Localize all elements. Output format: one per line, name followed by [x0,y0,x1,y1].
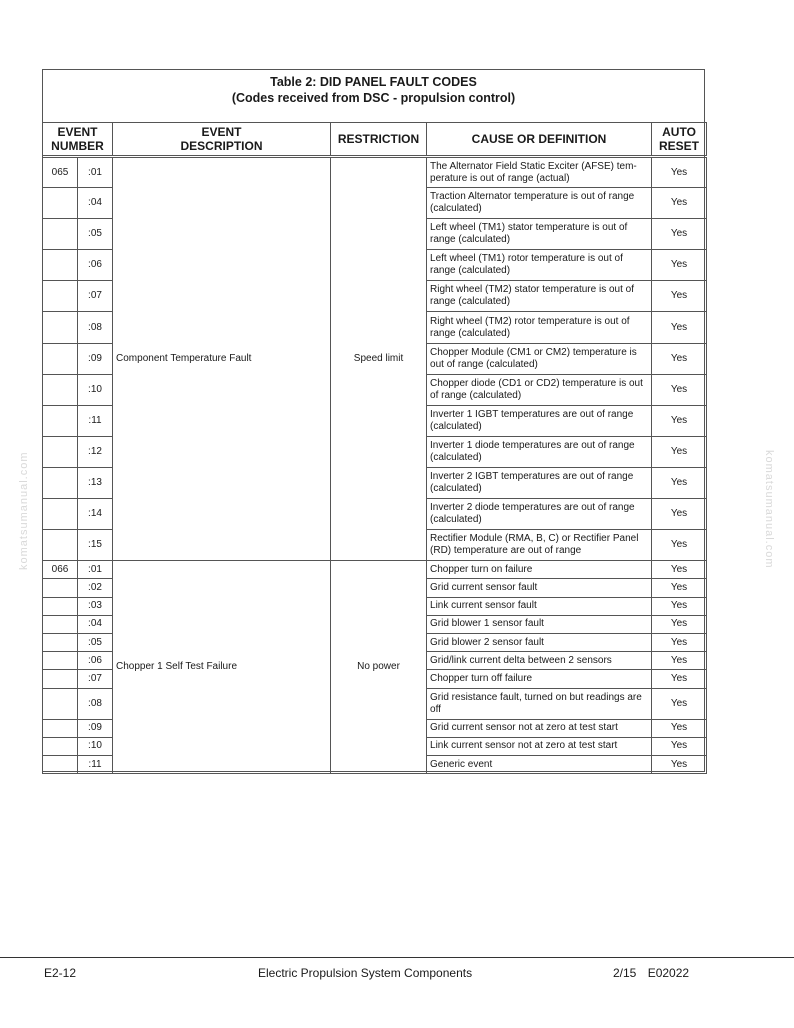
sub-code-cell: :01 [78,561,113,579]
cause-cell: Grid blower 2 sensor fault [427,633,652,651]
header-event-description-line2: DESCRIPTION [180,139,263,153]
event-number-cell-empty [43,219,78,250]
cause-cell: Chopper Module (CM1 or CM2) temperature is out of range (calculated) [427,343,652,374]
cause-cell: Inverter 2 IGBT temperatures are out of range (calculated) [427,467,652,498]
cause-cell: Traction Alternator temperature is out of range (calculated) [427,188,652,219]
sub-code-cell: :10 [78,374,113,405]
header-event-description [113,123,331,157]
event-number-cell-empty [43,374,78,405]
sub-code-cell: :12 [78,436,113,467]
event-number-cell-empty [43,652,78,670]
cause-cell: Rectifier Module (RMA, B, C) or Rectifier Panel (RD) temperature are out of range [427,530,652,561]
sub-code-cell: :03 [78,597,113,615]
cause-cell: Grid resistance fault, turned on but readings are off [427,688,652,719]
auto-reset-cell: Yes [652,530,707,561]
cause-cell: Left wheel (TM1) rotor temperature is out of range (calculated) [427,250,652,281]
table-title: Table 2: DID PANEL FAULT CODES [270,75,477,89]
cause-cell: Link current sensor not at zero at test start [427,737,652,755]
sub-code-cell: :01 [78,157,113,188]
auto-reset-cell: Yes [652,579,707,597]
auto-reset-cell: Yes [652,405,707,436]
event-number-cell-empty [43,615,78,633]
table-row [43,561,707,579]
event-number-cell: 065 [43,157,78,188]
sub-code-cell: :11 [78,405,113,436]
auto-reset-cell: Yes [652,312,707,343]
auto-reset-cell: Yes [652,561,707,579]
event-number-cell-empty [43,467,78,498]
cause-cell: Chopper turn off failure [427,670,652,688]
sub-code-cell: :07 [78,281,113,312]
header-event-number [43,123,113,157]
header-restriction: RESTRICTION [331,123,427,157]
auto-reset-cell: Yes [652,219,707,250]
cause-cell: The Alternator Field Static Exciter (AFSE) tem-perature is out of range (actual) [427,157,652,188]
event-number-cell-empty [43,250,78,281]
event-description-cell: Component Temperature Fault [113,157,331,561]
header-auto-reset-line2: RESET [659,139,700,153]
cause-cell: Chopper turn on failure [427,561,652,579]
sub-code-cell: :14 [78,499,113,530]
auto-reset-cell: Yes [652,737,707,755]
sub-code-cell: :07 [78,670,113,688]
sub-code-cell: :15 [78,530,113,561]
header-cause: CAUSE OR DEFINITION [427,123,652,157]
header-event-description-line1: EVENT [201,125,242,139]
table-row [43,157,707,188]
auto-reset-cell: Yes [652,633,707,651]
sub-code-cell: :08 [78,688,113,719]
auto-reset-cell: Yes [652,688,707,719]
cause-cell: Inverter 2 diode temperatures are out of range (calculated) [427,499,652,530]
event-number-cell-empty [43,719,78,737]
event-number-cell-empty [43,756,78,774]
auto-reset-cell: Yes [652,250,707,281]
footer-rule [0,957,794,958]
auto-reset-cell: Yes [652,597,707,615]
sub-code-cell: :06 [78,250,113,281]
event-number-cell-empty [43,343,78,374]
footer-revision [613,966,689,980]
sub-code-cell: :09 [78,719,113,737]
event-number-cell-empty [43,405,78,436]
event-number-cell-empty [43,188,78,219]
cause-cell: Grid blower 1 sensor fault [427,615,652,633]
footer-date: 2/15 [613,966,637,980]
auto-reset-cell: Yes [652,343,707,374]
cause-cell: Left wheel (TM1) stator temperature is out of range (calculated) [427,219,652,250]
cause-cell: Grid current sensor fault [427,579,652,597]
auto-reset-cell: Yes [652,499,707,530]
footer-doc-number: E02022 [647,966,690,980]
cause-cell: Grid current sensor not at zero at test start [427,719,652,737]
event-number-cell-empty [43,633,78,651]
sub-code-cell: :08 [78,312,113,343]
watermark-right: komatsumanual.com [763,450,775,569]
sub-code-cell: :11 [78,756,113,774]
auto-reset-cell: Yes [652,756,707,774]
sub-code-cell: :04 [78,188,113,219]
footer-section-title: Electric Propulsion System Components [258,966,473,980]
event-number-cell-empty [43,312,78,343]
table-caption [43,70,704,122]
cause-cell: Link current sensor fault [427,597,652,615]
cause-cell: Inverter 1 diode temperatures are out of range (calculated) [427,436,652,467]
restriction-cell: Speed limit [331,157,427,561]
event-number-cell-empty [43,670,78,688]
table-subtitle: (Codes received from DSC - propulsion control) [231,91,516,105]
watermark-left: komatsumanual.com [18,451,30,570]
event-number-cell-empty [43,530,78,561]
auto-reset-cell: Yes [652,719,707,737]
auto-reset-cell: Yes [652,374,707,405]
cause-cell: Inverter 1 IGBT temperatures are out of range (calculated) [427,405,652,436]
sub-code-cell: :13 [78,467,113,498]
sub-code-cell: :10 [78,737,113,755]
event-number-cell-empty [43,499,78,530]
fault-code-table [42,122,707,774]
event-number-cell-empty [43,597,78,615]
auto-reset-cell: Yes [652,652,707,670]
sub-code-cell: :05 [78,219,113,250]
fault-code-table-frame [42,69,705,772]
header-auto-reset [652,123,707,157]
sub-code-cell: :04 [78,615,113,633]
header-event-number-line1: EVENT [57,125,98,139]
cause-cell: Grid/link current delta between 2 sensors [427,652,652,670]
cause-cell: Generic event [427,756,652,774]
event-number-cell-empty [43,436,78,467]
auto-reset-cell: Yes [652,467,707,498]
auto-reset-cell: Yes [652,615,707,633]
auto-reset-cell: Yes [652,157,707,188]
event-number-cell: 066 [43,561,78,579]
cause-cell: Right wheel (TM2) rotor temperature is out of range (calculated) [427,312,652,343]
sub-code-cell: :05 [78,633,113,651]
auto-reset-cell: Yes [652,670,707,688]
restriction-cell: No power [331,561,427,774]
sub-code-cell: :06 [78,652,113,670]
header-event-number-line2: NUMBER [51,139,104,153]
event-number-cell-empty [43,281,78,312]
header-auto-reset-line1: AUTO [662,125,696,139]
sub-code-cell: :02 [78,579,113,597]
auto-reset-cell: Yes [652,188,707,219]
cause-cell: Chopper diode (CD1 or CD2) temperature is out of range (calculated) [427,374,652,405]
event-number-cell-empty [43,688,78,719]
event-description-cell: Chopper 1 Self Test Failure [113,561,331,774]
event-number-cell-empty [43,579,78,597]
cause-cell: Right wheel (TM2) stator temperature is out of range (calculated) [427,281,652,312]
auto-reset-cell: Yes [652,436,707,467]
sub-code-cell: :09 [78,343,113,374]
table-body [43,157,707,774]
footer-page-number: E2-12 [44,966,77,980]
auto-reset-cell: Yes [652,281,707,312]
table-header-row [43,123,707,157]
event-number-cell-empty [43,737,78,755]
